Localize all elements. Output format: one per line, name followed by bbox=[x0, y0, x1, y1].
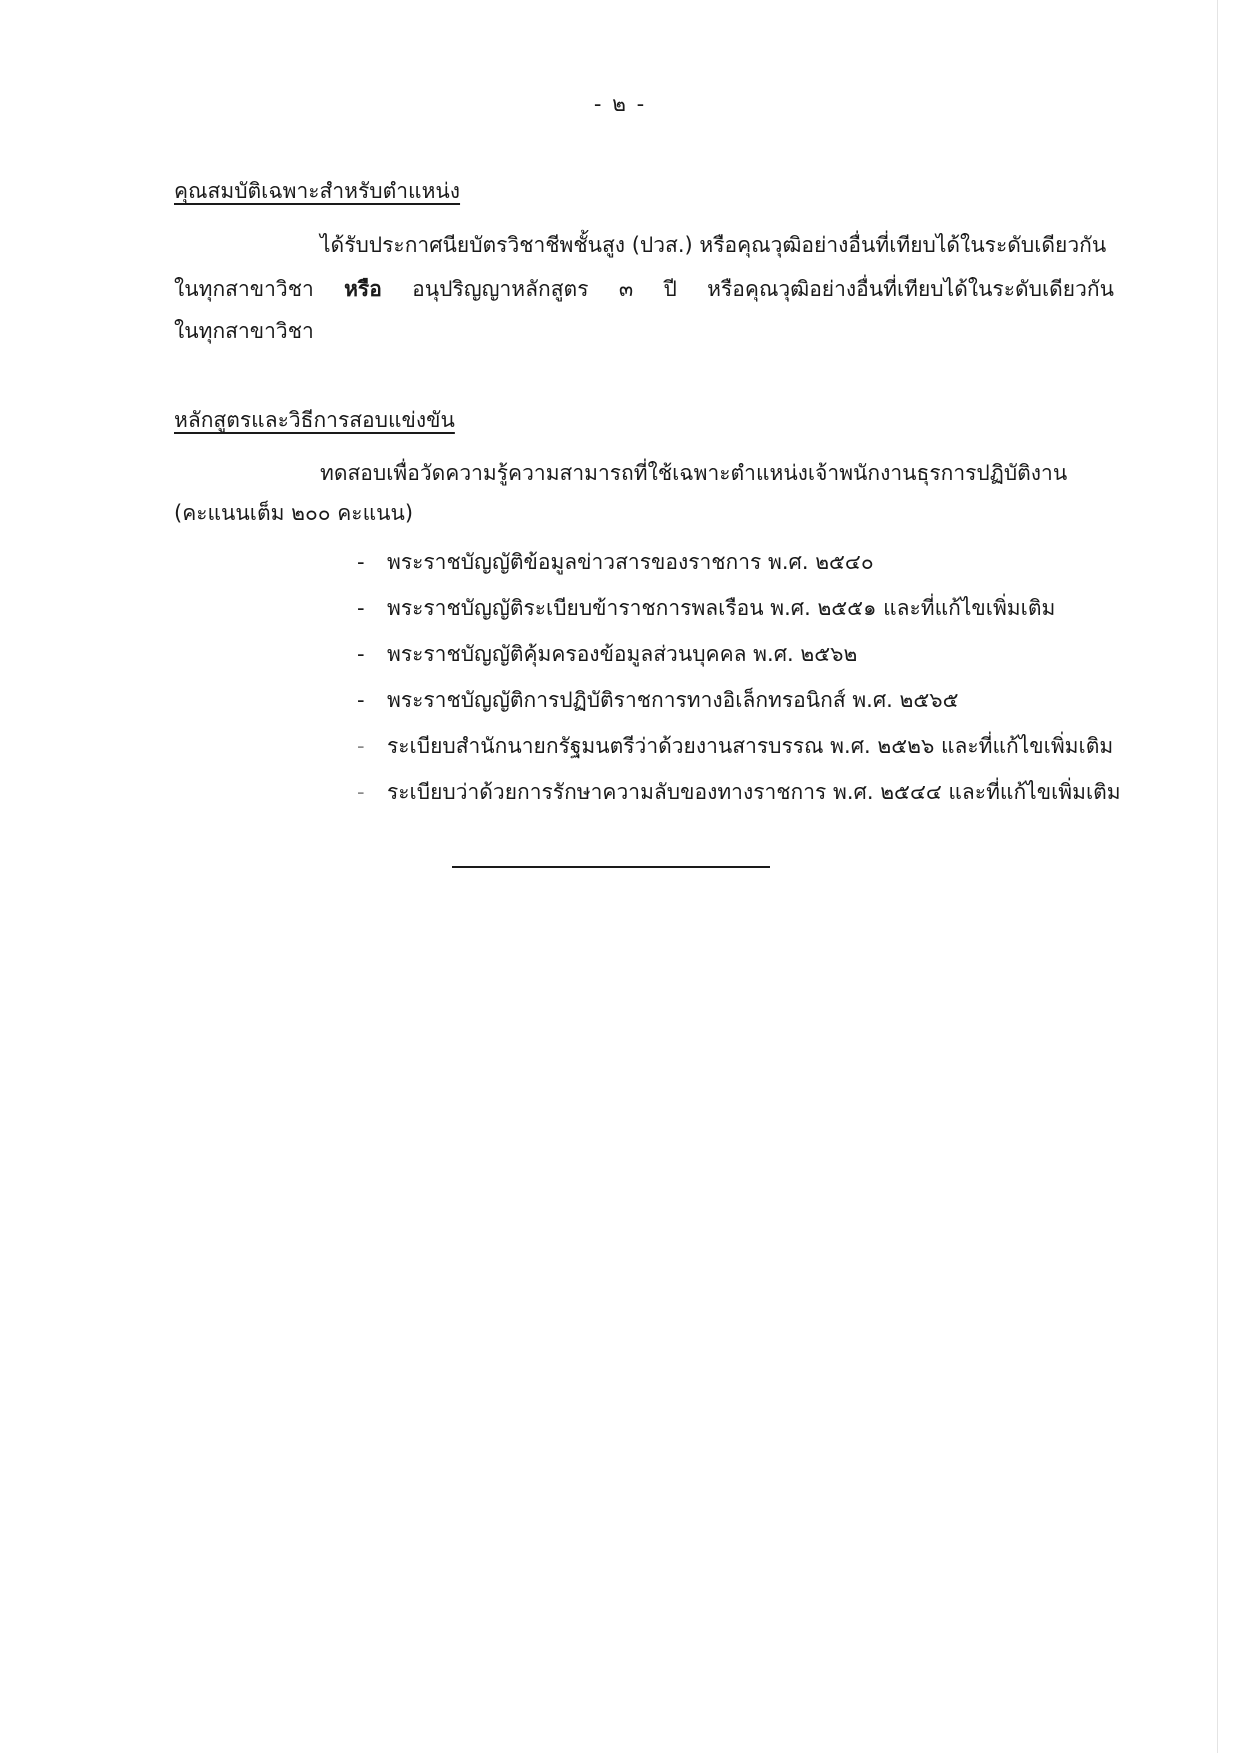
exam-list-item bbox=[357, 684, 959, 717]
qualification-or-bold: หรือ bbox=[344, 277, 382, 301]
list-bullet-dash: - bbox=[357, 688, 365, 712]
exam-list-item bbox=[357, 776, 1121, 809]
scan-edge-line bbox=[1217, 0, 1218, 1753]
list-bullet-dash: - bbox=[357, 780, 365, 804]
list-item-text: พระราชบัญญัติระเบียบข้าราชการพลเรือน พ.ศ. ๒๕๕๑ และที่แก้ไขเพิ่มเติม bbox=[387, 596, 1056, 620]
qualification-line-2 bbox=[174, 273, 1114, 306]
page-number: - ๒ - bbox=[593, 92, 647, 116]
exam-list-item bbox=[357, 546, 874, 579]
list-item-text: พระราชบัญญัติคุ้มครองข้อมูลส่วนบุคคล พ.ศ. ๒๕๖๒ bbox=[387, 642, 858, 666]
exam-list-item bbox=[357, 592, 1055, 625]
qualification-line-2-part4: ปี bbox=[663, 277, 677, 301]
exam-list-item bbox=[357, 638, 857, 671]
qualification-line-2-part2: อนุปริญญาหลักสูตร bbox=[412, 277, 589, 301]
list-item-text: พระราชบัญญัติข้อมูลข่าวสารของราชการ พ.ศ. ๒๕๔๐ bbox=[387, 550, 874, 574]
qualification-line-2-part3: ๓ bbox=[618, 277, 634, 301]
list-bullet-dash: - bbox=[357, 642, 365, 666]
qualification-line-2-part1: ในทุกสาขาวิชา bbox=[174, 277, 314, 301]
list-item-text: พระราชบัญญัติการปฏิบัติราชการทางอิเล็กทรอนิกส์ พ.ศ. ๒๕๖๕ bbox=[387, 688, 959, 712]
qualification-line-2-part5: หรือคุณวุฒิอย่างอื่นที่เทียบได้ในระดับเดียวกัน bbox=[707, 277, 1114, 301]
qualification-heading: คุณสมบัติเฉพาะสำหรับตำแหน่ง bbox=[174, 179, 461, 203]
list-bullet-dash: - bbox=[357, 596, 365, 620]
exam-list-item bbox=[357, 730, 1113, 763]
list-item-text: ระเบียบว่าด้วยการรักษาความลับของทางราชการ พ.ศ. ๒๕๔๔ และที่แก้ไขเพิ่มเติม bbox=[387, 780, 1121, 804]
exam-intro-line-2: (คะแนนเต็ม ๒๐๐ คะแนน) bbox=[174, 501, 414, 525]
exam-heading: หลักสูตรและวิธีการสอบแข่งขัน bbox=[174, 408, 455, 432]
qualification-line-1: ได้รับประกาศนียบัตรวิชาชีพชั้นสูง (ปวส.) หรือคุณวุฒิอย่างอื่นที่เทียบได้ในระดับเดียวกัน bbox=[320, 233, 1107, 257]
exam-intro-line-1: ทดสอบเพื่อวัดความรู้ความสามารถที่ใช้เฉพาะตำแหน่งเจ้าพนักงานธุรการปฏิบัติงาน bbox=[320, 461, 1068, 485]
qualification-line-3: ในทุกสาขาวิชา bbox=[174, 319, 314, 343]
end-of-document-rule bbox=[452, 866, 770, 868]
list-item-text: ระเบียบสำนักนายกรัฐมนตรีว่าด้วยงานสารบรรณ พ.ศ. ๒๕๒๖ และที่แก้ไขเพิ่มเติม bbox=[387, 734, 1114, 758]
list-bullet-dash: - bbox=[357, 734, 365, 758]
list-bullet-dash: - bbox=[357, 550, 365, 574]
